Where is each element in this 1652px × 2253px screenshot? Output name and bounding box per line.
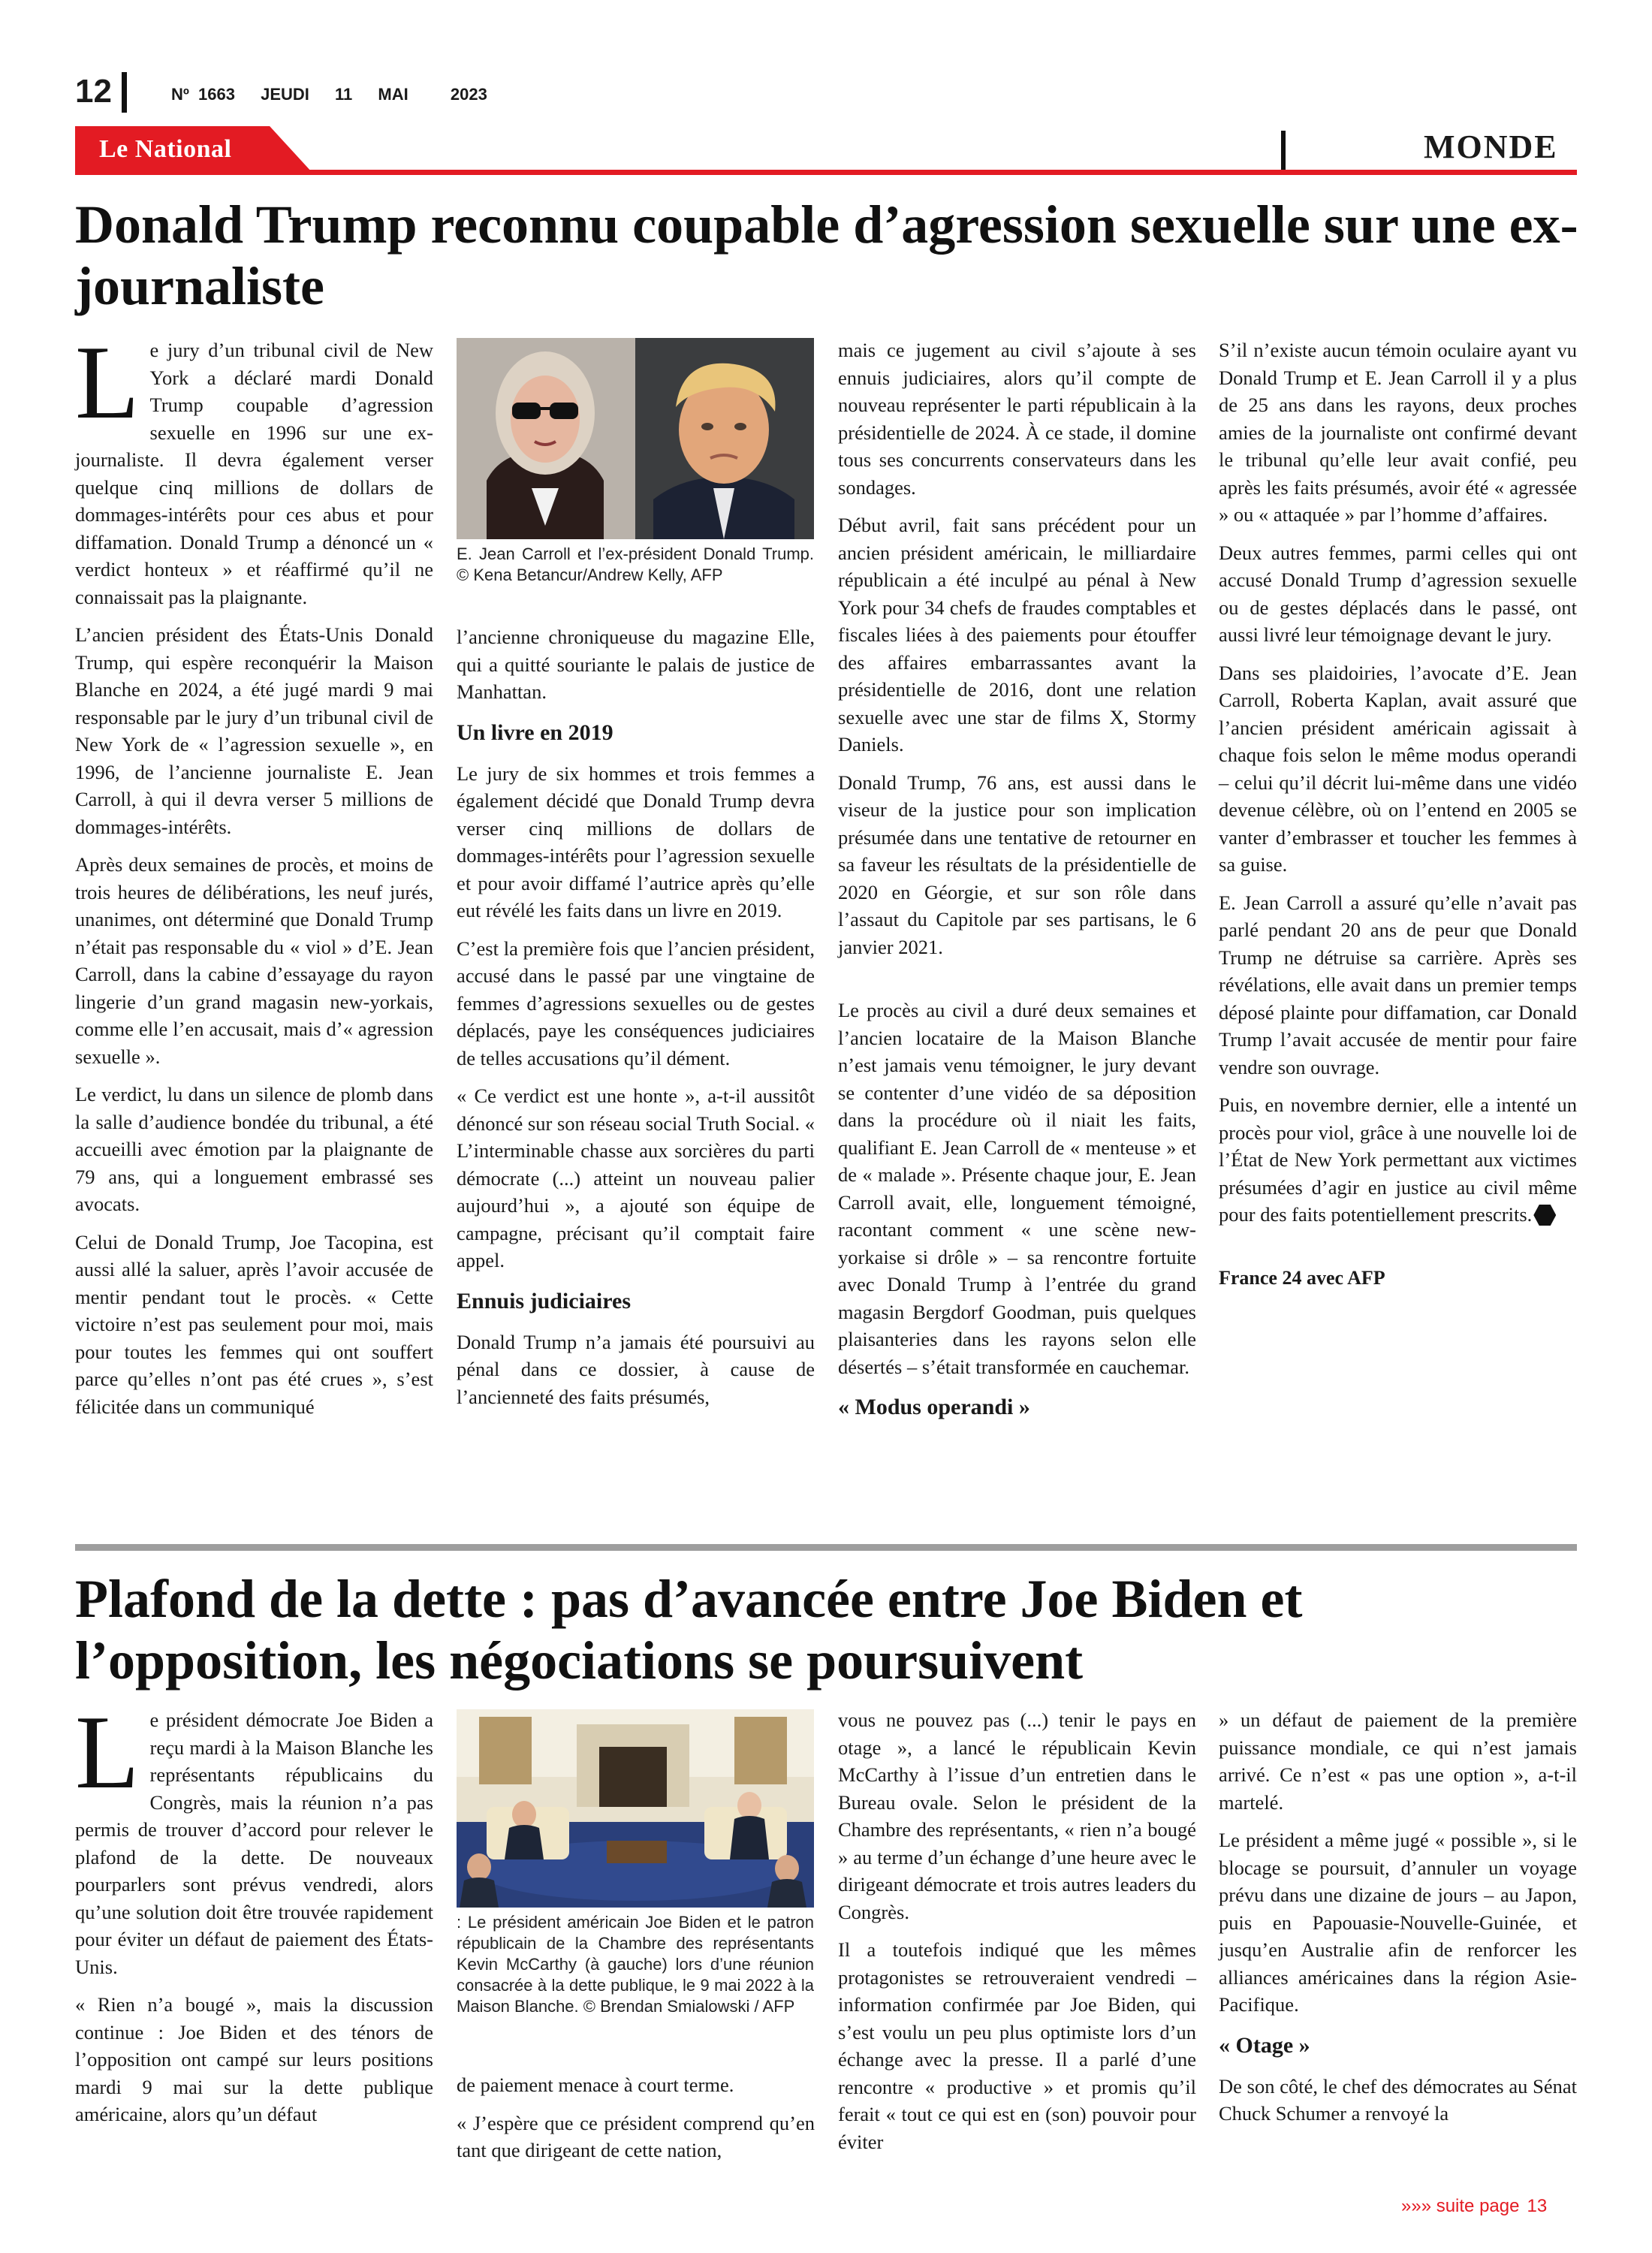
- article1-signoff: France 24 avec AFP: [1219, 1266, 1385, 1289]
- continued-on-page-link[interactable]: [1401, 2194, 1547, 2218]
- article2-paragraph: « J’espère que ce président comprend qu’en tant que dirigeant de cette nation,: [457, 2111, 815, 2161]
- article1-paragraph: Celui de Donald Trump, Joe Tacopina, est aussi allé la saluer, après l’avoir accusée de mentir pendant tout le procès. « Cette victoire n’est pas seulement pour moi, mais pour toutes les femmes qui ont souffert parce qu’elles n’ont pas été crues », s’est félicitée dans un communiqué: [75, 1230, 433, 1418]
- oval-office-photo: [457, 1709, 814, 1908]
- article1-paragraph: E. Jean Carroll a assuré qu’elle n’avait pas parlé pendant 20 ans de peur que Donald Trump ne détruise sa carrière. Après ses révélations, elle avait dans un premier temps déposé plainte pour diffamation, car Donald Trump l’avait accusée de mentir pour faire vendre son ouvrage.: [1219, 891, 1577, 1078]
- article1-paragraph: Dans ses plaidoiries, l’avocate d’E. Jean Carroll, Roberta Kaplan, avait assuré que l’ancien président américain agissait à chaque fois selon le même modus operandi – celui qu’il décrit lui-même dans une vidéo devenue célèbre, où on l’entend en 2005 se vanter d’embrasser et toucher les femmes à sa guise.: [1219, 661, 1577, 876]
- page-number: 12: [75, 73, 112, 110]
- article1-photo: [457, 338, 814, 539]
- issue-weekday: JEUDI: [261, 85, 309, 104]
- article2-paragraph: Le président a même jugé « possible », si le blocage se poursuit, d’annuler un voyage prévu dans une dizaine de jours – au Japon, puis en Papouasie-Nouvelle-Guinée, et jusqu’en Australie afin de renforcer les alliances américaines dans la région Asie-Pacifique.: [1219, 1829, 1577, 2016]
- article2-paragraph: de paiement menace à court terme.: [457, 2074, 734, 2096]
- carroll-trump-photo: [457, 338, 814, 539]
- article1-paragraph: Après deux semaines de procès, et moins de trois heures de délibérations, les neuf jurés, unanimes, ont déterminé que Donald Trump n’était pas responsable du « viol » d’E. Jean Carroll, dans la cabine d’essayage du rayon lingerie d’un grand magasin new-yorkais, comme elle l’en accusait, mais d’« agression sexuelle ».: [75, 853, 433, 1068]
- article2-paragraph: De son côté, le chef des démocrates au Sénat Chuck Schumer a renvoyé la: [1219, 2074, 1577, 2125]
- issue-info: [171, 83, 520, 107]
- rubric-divider: [1281, 131, 1286, 170]
- article1-subheading-modus: « Modus operandi »: [838, 1395, 1030, 1419]
- continued-label: »»» suite page: [1401, 2196, 1520, 2216]
- article1-paragraph: l’ancienne chroniqueuse du magazine Elle, qui a quitté souriante le palais de justice de Manhattan.: [457, 626, 815, 703]
- article1-paragraph: Le procès au civil a duré deux semaines et l’ancien locataire de la Maison Blanche n’est jamais venu témoigner, le jury devant se contenter d’une vidéo de sa déposition dans la procédure où il niait les faits, qualifiant E. Jean Carroll de « menteuse » et de « malade ». Présente chaque jour, E. Jean Carroll avait, elle, longuement témoigné, racontant comment « une scène new-yorkaise si drôle » – sa rencontre fortuite avec Donald Trump à l’entrée du grand magasin Bergdorf Goodman, puis quelques plaisanteries dans les rayons selon elle désertés – s’était transformée en cauchemar.: [838, 999, 1196, 1378]
- article2-paragraph: « Rien n’a bougé », mais la discussion continue : Joe Biden et des ténors de l’opposition ont campé sur leurs positions mardi 9 mai sur la dette publique américaine, alors qu’un défaut: [75, 1993, 433, 2125]
- article1-subheading-ennuis: Ennuis judiciaires: [457, 1288, 632, 1313]
- issue-month: MAI: [378, 85, 408, 104]
- continued-page-number: 13: [1527, 2196, 1548, 2216]
- issue-day: 11: [335, 85, 353, 104]
- article1-column-4: [1219, 336, 1577, 1292]
- header-rule: [75, 170, 1577, 175]
- article1-subheading-livre: Un livre en 2019: [457, 719, 613, 745]
- rubric-title: MONDE: [1424, 128, 1558, 165]
- article1-column-2: [457, 623, 815, 1421]
- issue-number: Nº 1663: [171, 85, 235, 104]
- article1-paragraph: Deux autres femmes, parmi celles qui ont accusé Donald Trump d’agression sexuelle ou de gestes déplacés dans le passé, ont aussi livré leur témoignage devant le jury.: [1219, 541, 1577, 646]
- article1-paragraph: Le verdict, lu dans un silence de plomb dans la salle d’audience bondée du tribunal, a été accueilli avec émotion par la plaignante de 79 ans, qui a longuement embrassé ses avocats.: [75, 1083, 433, 1215]
- article2-paragraph: Le président démocrate Joe Biden a reçu mardi à la Maison Blanche les représentants républicains du Congrès, mais la réunion n’a pas permis de trouver d’accord pour relever le plafond de la dette. De nouveaux pourparlers sont prévus vendredi, alors qu’une solution doit être trouvée rapidement pour éviter un défaut de paiement des États-Unis.: [75, 1694, 433, 1978]
- article1-column-3: [838, 336, 1196, 1434]
- article1-paragraph: C’est la première fois que l’ancien président, accusé dans le passé par une vingtaine de femmes d’agressions sexuelles ou de gestes déplacés, paye les conséquences judiciaires de telles accusations qu’il dément.: [457, 936, 815, 1069]
- article2-column-1: [75, 1694, 433, 2139]
- article2-column-2: [457, 2071, 815, 2175]
- article1-dropcap: L: [75, 324, 140, 441]
- article1-headline: Donald Trump reconnu coupable d’agression sexuelle sur une ex-journaliste: [75, 195, 1578, 316]
- issue-year: 2023: [450, 85, 487, 104]
- article2-paragraph: » un défaut de paiement de la première puissance mondiale, ce qui n’est jamais arrivé. Ce n’est « pas une option », a-t-il martelé.: [1219, 1709, 1577, 1814]
- article1-paragraph: mais ce jugement au civil s’ajoute à ses ennuis judiciaires, alors qu’il compte de nouveau représenter le parti républicain à la présidentielle de 2024. À ce stade, il domine tous ses concurrents conservateurs dans les sondages.: [838, 339, 1196, 499]
- article1-paragraph: L’ancien président des États-Unis Donald Trump, qui espère reconquérir la Maison Blanche en 2024, a été jugé mardi 9 mai responsable par le jury d’un tribunal civil de New York de « l’agression sexuelle », en 1996, de l’ancienne journaliste E. Jean Carroll, à qui il devra verser 5 millions de dommages-intérêts.: [75, 623, 433, 838]
- article1-paragraph: Le jury d’un tribunal civil de New York a déclaré mardi Donald Trump coupable d’agression sexuelle en 1996 sur une ex-journaliste. Il devra également verser quelque cinq millions de dollars de dommages-intérêts pour ces abus et pour diffamation. Donald Trump a dénoncé un « verdict honteux » et réaffirmé qu’il ne connaissait pas la plaignante.: [75, 324, 433, 608]
- article2-dropcap: L: [75, 1694, 140, 1811]
- article1-paragraph: S’il n’existe aucun témoin oculaire ayant vu Donald Trump et E. Jean Carroll il y a plus de 25 ans dans les rayons, deux proches amies de la journaliste ont confirmé devant le tribunal qu’elle leur avait confié, peu après les faits présumés, avoir été « agressée » ou « attaquée » par l’homme d’affaires.: [1219, 339, 1577, 526]
- article2-column-3: [838, 1706, 1196, 2166]
- article2-subheading-otage: « Otage »: [1219, 2032, 1310, 2058]
- article-divider: [75, 1544, 1577, 1551]
- article1-column-1: [75, 324, 433, 1431]
- page-number-divider: [122, 72, 127, 113]
- article1-paragraph: « Ce verdict est une honte », a-t-il aussitôt dénoncé sur son réseau social Truth Social. « L’interminable chasse aux sorcières du parti démocrate (...) atteint un nouveau palier aujourd’hui », a ajouté son équipe de campagne, précisant qu’il comptait faire appel.: [457, 1084, 815, 1271]
- article1-photo-caption: E. Jean Carroll et l’ex-président Donald Trump. © Kena Betancur/Andrew Kelly, AFP: [457, 544, 814, 584]
- end-of-article-icon: [1533, 1205, 1556, 1226]
- article1-paragraph: Début avril, fait sans précédent pour un ancien président américain, le milliardaire républicain a été inculpé au pénal à New York pour 34 chefs de fraudes comptables et fiscales liées à des paiements pour étouffer des affaires embarrassantes avant la présidentielle de 2016, dont une relation sexuelle avec une star de films X, Stormy Daniels.: [838, 514, 1196, 756]
- article2-photo-caption: : Le président américain Joe Biden et le patron républicain de la Chambre des représentants Kevin McCarthy (à gauche) lors d’une réunion consacrée à la dette publique, le 9 mai 2022 à la Maison Blanche. © Brendan Smialowski / AFP: [457, 1913, 814, 2016]
- article2-paragraph: vous ne pouvez pas (...) tenir le pays en otage », a lancé le républicain Kevin McCarthy à l’issue d’un entretien dans le Bureau ovale. Selon le président de la Chambre des représentants, « rien n’a bougé » au terme d’un échange d’une heure avec le dirigeant démocrate et trois autres leaders du Congrès.: [838, 1709, 1196, 1923]
- article2-headline: Plafond de la dette : pas d’avancée entre Joe Biden et l’opposition, les négociations se poursuivent: [75, 1569, 1303, 1691]
- section-tab-label: Le National: [99, 135, 232, 163]
- article2-photo: [457, 1709, 814, 1908]
- article2-column-4: [1219, 1706, 1577, 2138]
- article1-paragraph: Donald Trump, 76 ans, est aussi dans le viseur de la justice pour son implication présumée dans une tentative de retourner en sa faveur les résultats de la présidentielle de 2020 en Géorgie, et sur son rôle dans l’assaut du Capitole par ses partisans, le 6 janvier 2021.: [838, 771, 1196, 958]
- article1-paragraph: Le jury de six hommes et trois femmes a également décidé que Donald Trump devra verser cinq millions de dollars de dommages-intérêts pour l’agression sexuelle et pour avoir diffamé l’autrice après qu’elle eut révélé les faits dans un livre en 2019.: [457, 762, 815, 921]
- article2-paragraph: Il a toutefois indiqué que les mêmes protagonistes se retrouveraient vendredi – information confirmée par Joe Biden, qui s’est voulu un peu plus optimiste lors d’un échange avec la presse. Il a parlé d’une rencontre « productive » et promis qu’il ferait « tout ce qui est en (son) pouvoir pour éviter: [838, 1938, 1196, 2153]
- article1-paragraph: Puis, en novembre dernier, elle a intenté un procès pour viol, grâce à une nouvelle loi de l’État de New York permettant aux victimes présumées d’agir en justice au civil même pour des faits potentiellement prescrits.: [1219, 1093, 1577, 1226]
- article1-paragraph: Donald Trump n’a jamais été poursuivi au pénal dans ce dossier, à cause de l’ancienneté des faits présumés,: [457, 1330, 815, 1408]
